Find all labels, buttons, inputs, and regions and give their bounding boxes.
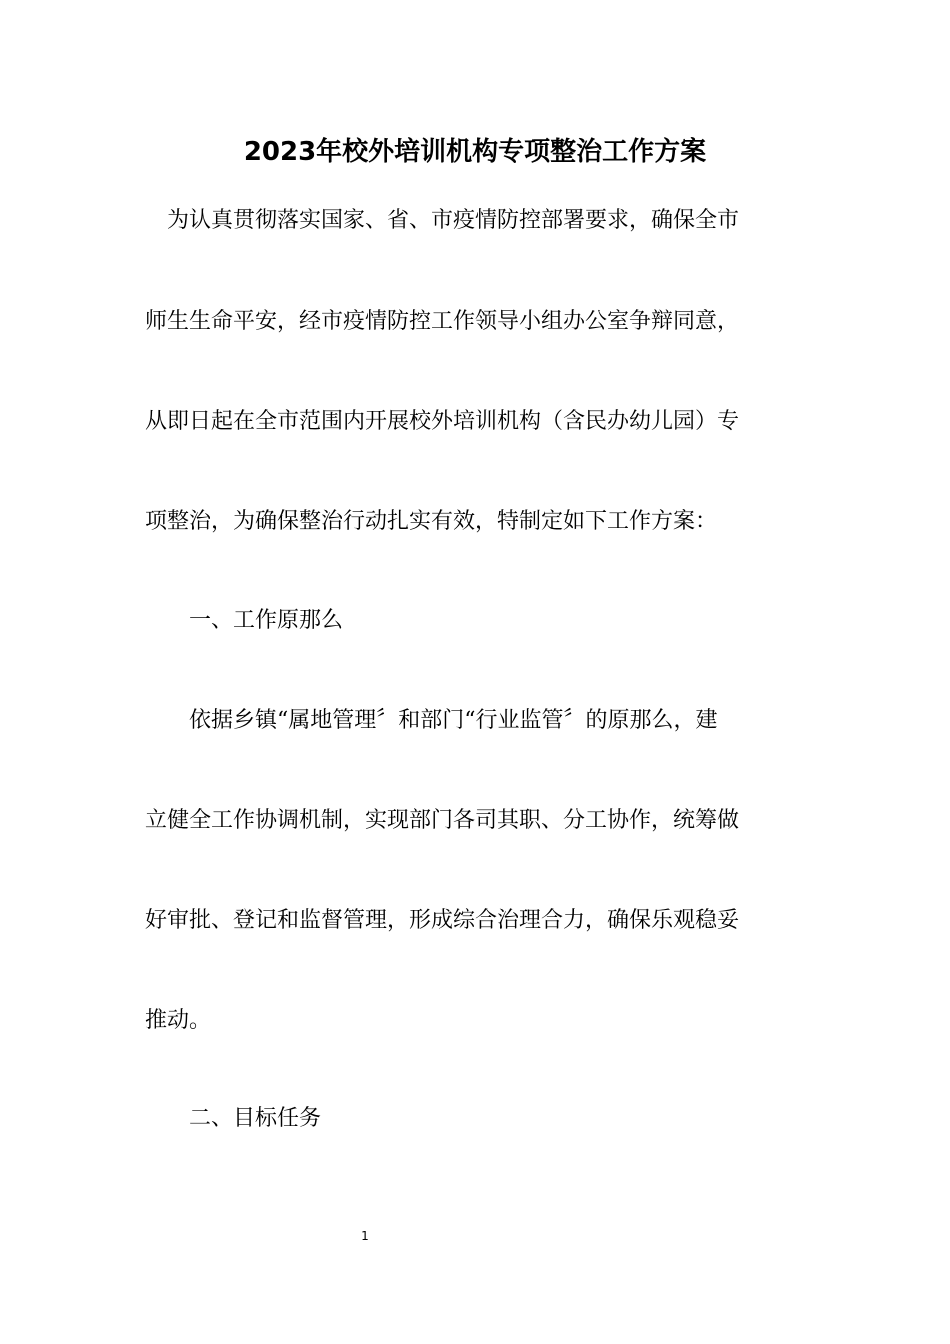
page-number: 1 (361, 1229, 369, 1243)
paragraph-line: 好审批、登记和监督管理，形成综合治理合力，确保乐观稳妥 (145, 908, 740, 933)
paragraph-line: 为认真贯彻落实国家、省、市疫情防控部署要求，确保全市 (145, 208, 740, 233)
paragraph-line: 依据乡镇“属地管理〞和部门“行业监管〞的原那么，建 (145, 708, 718, 733)
paragraph-line: 从即日起在全市范围内开展校外培训机构（含民办幼儿园）专 (145, 409, 740, 434)
section-heading-principles: 一、工作原那么 (145, 608, 344, 633)
document-title: 2023年校外培训机构专项整治工作方案 (243, 137, 707, 167)
paragraph-line: 项整治，为确保整治行动扎实有效，特制定如下工作方案： (145, 509, 718, 534)
section-heading-goals: 二、目标任务 (145, 1106, 322, 1131)
paragraph-line: 师生生命平安，经市疫情防控工作领导小组办公室争辩同意， (145, 309, 740, 334)
paragraph-line: 立健全工作协调机制，实现部门各司其职、分工协作，统筹做 (145, 808, 740, 833)
paragraph-line: 推动。 (145, 1008, 212, 1033)
